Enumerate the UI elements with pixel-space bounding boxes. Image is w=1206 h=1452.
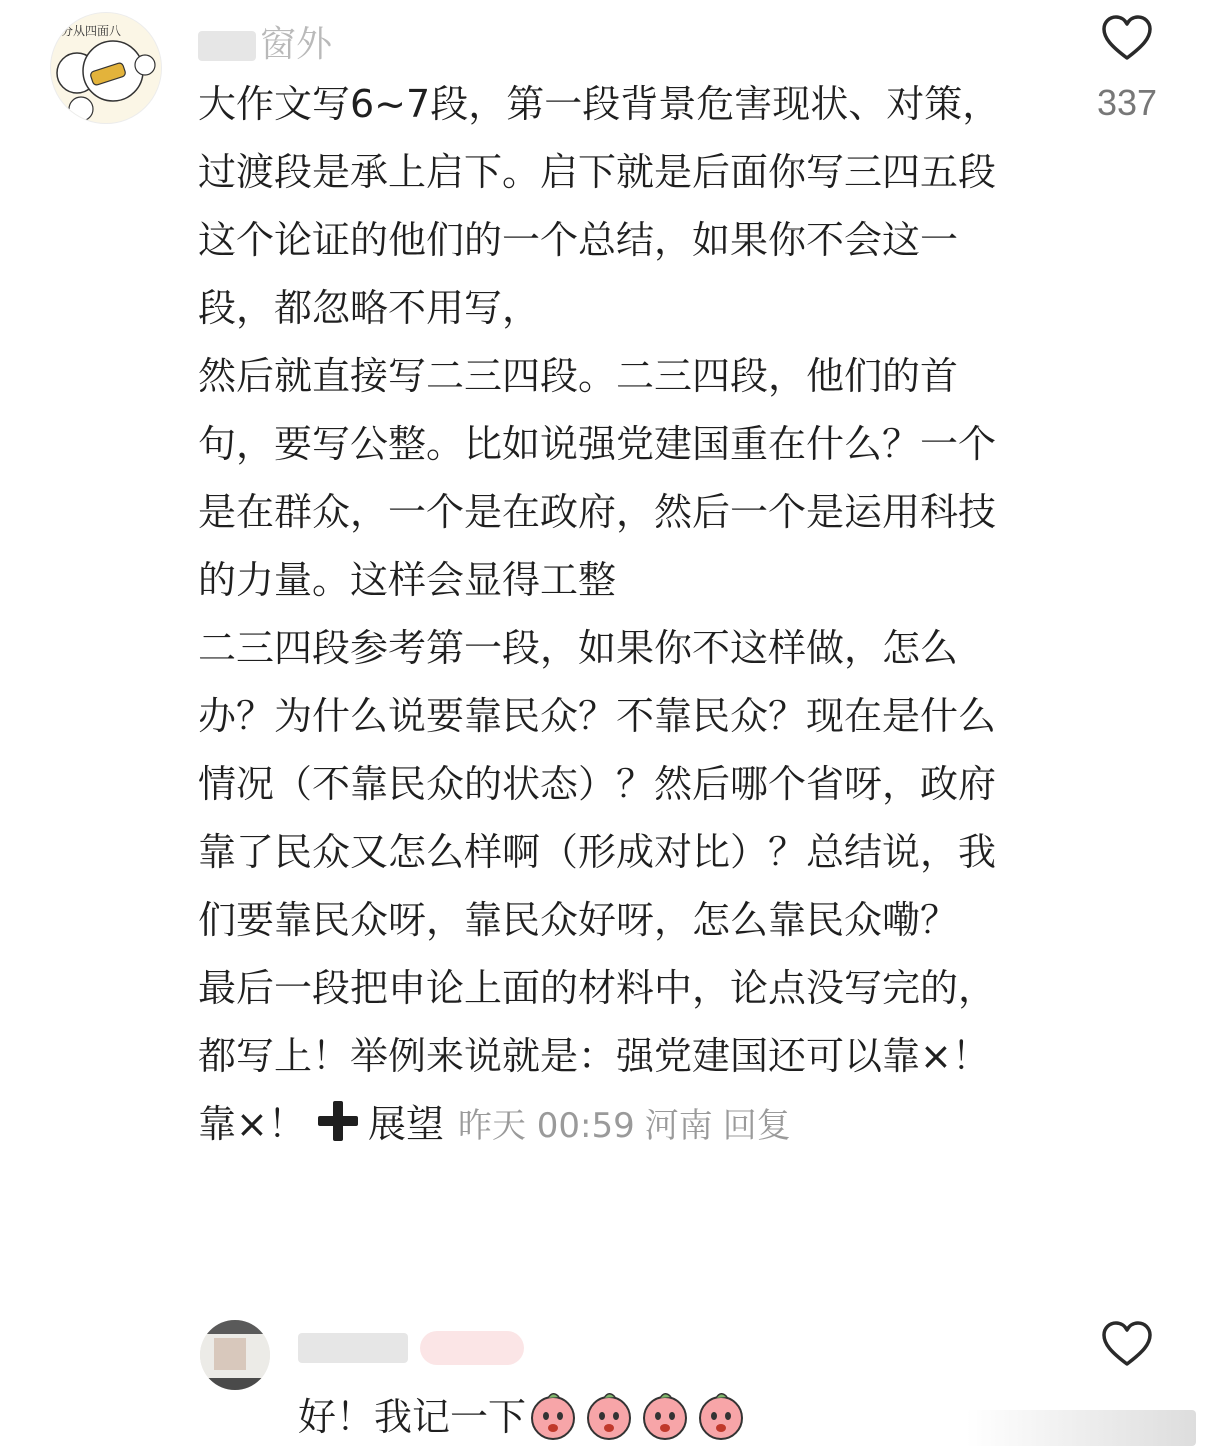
- comment-paragraph: 二三四段参考第一段，如果你不这样做，怎么办？为什么说要靠民众？不靠民众？现在是什么情况（不靠民众的状态）？然后哪个省呀，政府靠了民众又怎么样啊（形成对比）？总结说，我们要靠民众呀，靠民众好呀，怎么靠民众嘞？: [198, 626, 997, 942]
- blurred-name-part: [198, 31, 256, 61]
- reply-item: [0, 1320, 1206, 1452]
- duck-avatar-icon: [51, 13, 161, 123]
- comment-paragraph: [198, 954, 1018, 1160]
- comment-paragraph: 大作文写6~7段，第一段背景危害现状、对策，: [198, 82, 1001, 126]
- watermark: [966, 1410, 1196, 1446]
- comment-location: 河南: [644, 1106, 713, 1146]
- avatar[interactable]: [200, 1320, 270, 1390]
- comment-meta: [458, 1106, 801, 1146]
- comment-paragraph-text: 最后一段把申论上面的材料中，论点没写完的，都写上！举例来说就是：强党建国还可以靠×！靠×！: [198, 966, 997, 1146]
- comment-body: [198, 70, 1018, 1160]
- comment-time: 昨天 00:59: [457, 1106, 635, 1146]
- emoji-group: [526, 1395, 750, 1439]
- reply-text: 好！我记一下: [298, 1395, 527, 1439]
- comment-paragraph: 然后就直接写二三四段。二三四段，他们的首句，要写公整。比如说强党建国重在什么？一个是在群众，一个是在政府，然后一个是运用科技的力量。这样会显得工整: [198, 354, 997, 602]
- like-button[interactable]: [1082, 14, 1172, 124]
- svg-text:分从四面八: 分从四面八: [61, 24, 122, 38]
- heart-outline-icon: [1101, 1320, 1153, 1368]
- angry-peach-emoji-icon: [638, 1388, 692, 1442]
- blurred-name-part: [298, 1333, 408, 1363]
- angry-peach-emoji-icon: [526, 1388, 580, 1442]
- comment-author[interactable]: 窗外: [198, 16, 332, 67]
- reply-body: [298, 1388, 750, 1445]
- angry-peach-emoji-icon: [582, 1388, 636, 1442]
- reply-button[interactable]: 回复: [722, 1106, 791, 1146]
- comment-paragraph: 过渡段是承上启下。启下就是后面你写三四五段这个论证的他们的一个总结，如果你不会这一段，都忽略不用写，: [198, 150, 997, 330]
- plus-icon: [318, 1101, 358, 1141]
- avatar[interactable]: [50, 12, 162, 124]
- like-button[interactable]: [1082, 1320, 1172, 1368]
- angry-peach-emoji-icon: [694, 1388, 748, 1442]
- comment-footer: [318, 1102, 801, 1146]
- heart-outline-icon: [1101, 14, 1153, 62]
- comment-tail-text: 展望: [367, 1102, 444, 1146]
- author-badge: [420, 1331, 524, 1365]
- user-avatar-icon: [200, 1320, 270, 1390]
- comment-author[interactable]: [298, 1326, 524, 1367]
- like-count: 337: [1096, 82, 1158, 123]
